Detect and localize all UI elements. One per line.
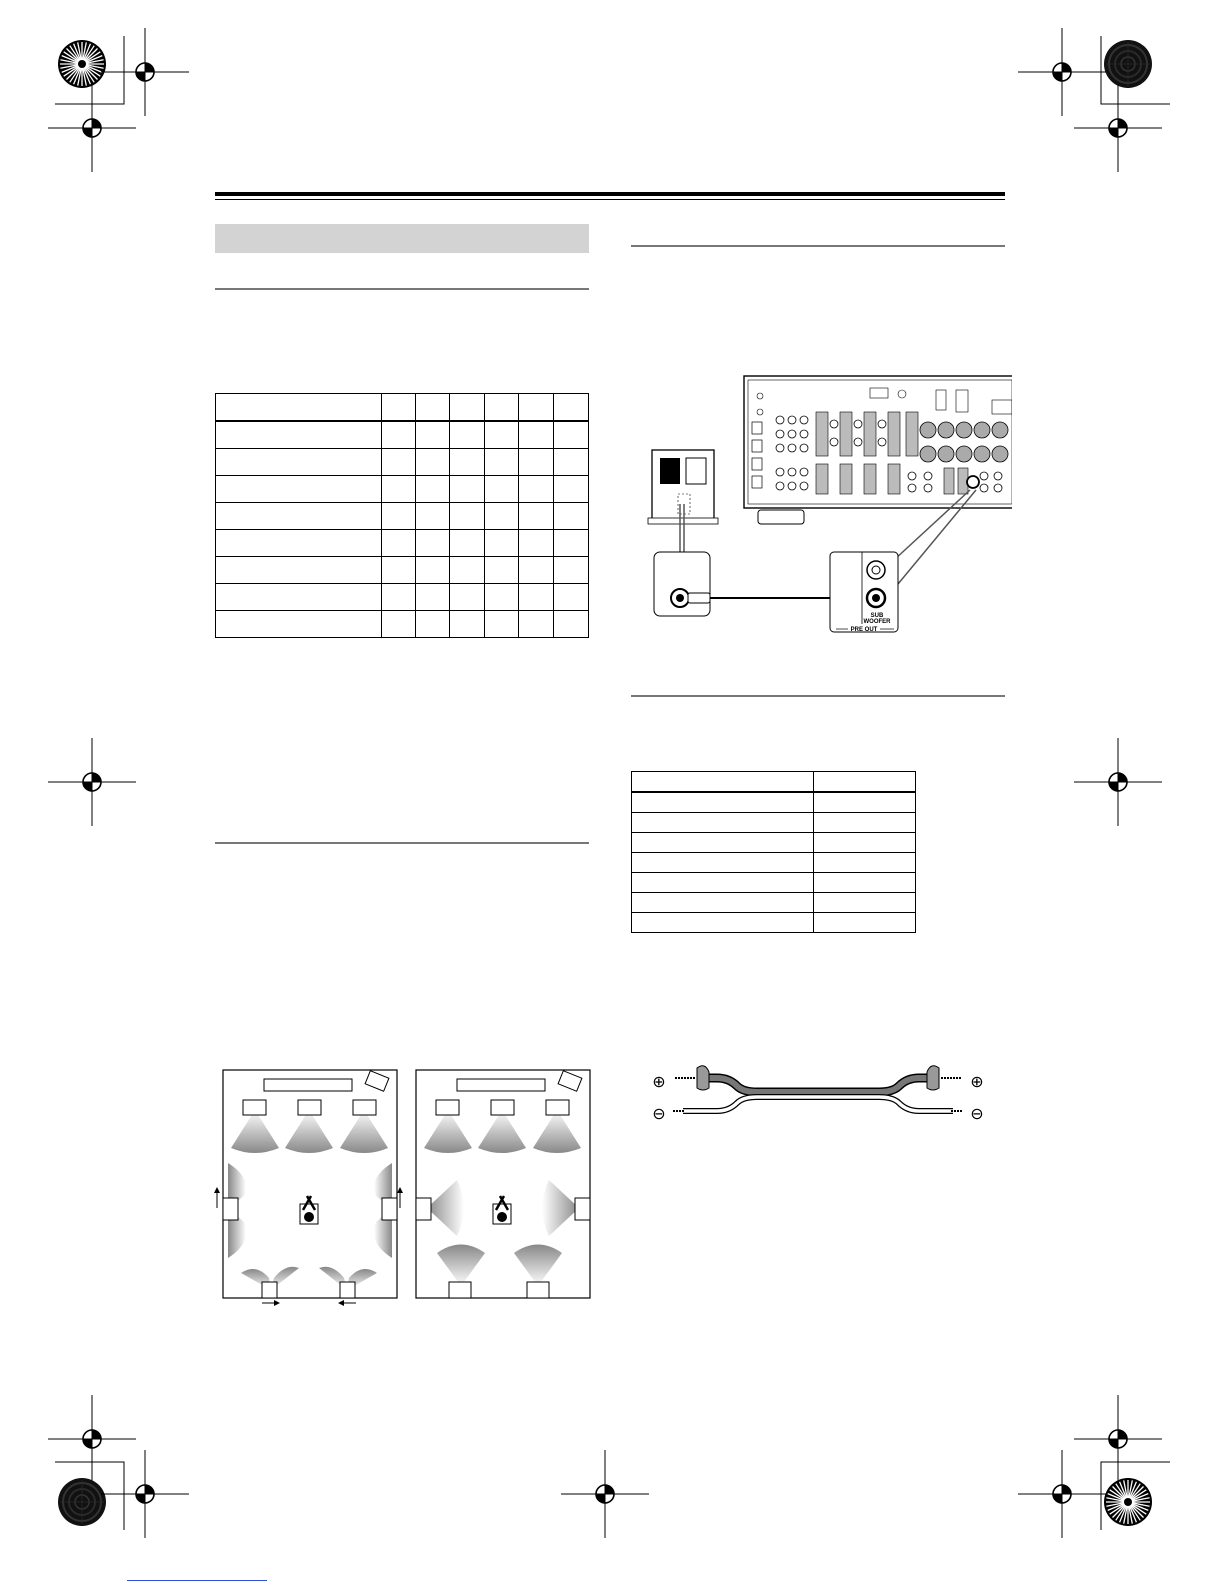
table-cell	[485, 421, 519, 449]
table-row	[216, 476, 589, 503]
pre-out-callout	[830, 552, 898, 633]
table-cell	[485, 584, 519, 611]
subsection-rule-placement	[215, 842, 589, 844]
table-cell	[416, 421, 450, 449]
section-title-band	[215, 224, 589, 253]
table-cell	[450, 584, 485, 611]
table-header-cell	[632, 772, 814, 793]
table-cell	[381, 476, 416, 503]
table-cell	[814, 813, 916, 833]
table-cell	[216, 584, 382, 611]
table-cell	[519, 503, 554, 530]
table-cell	[416, 557, 450, 584]
table-cell	[416, 611, 450, 638]
footer-link-underline[interactable]	[127, 1580, 267, 1581]
table-cell	[381, 611, 416, 638]
table-cell	[485, 530, 519, 557]
table-cell	[554, 530, 589, 557]
table-cell	[450, 503, 485, 530]
table-cell	[554, 503, 589, 530]
room-layout-2	[416, 1070, 590, 1298]
table-cell	[216, 611, 382, 638]
table-cell	[632, 913, 814, 933]
header-rule-thin	[215, 199, 1005, 200]
table-cell	[519, 449, 554, 476]
table-header-cell	[485, 394, 519, 422]
table-cell	[450, 421, 485, 449]
table-cell	[450, 557, 485, 584]
table-cell	[814, 873, 916, 893]
table-cell	[554, 611, 589, 638]
table-header-cell	[416, 394, 450, 422]
table-cell	[632, 873, 814, 893]
subsection-rule-subwoofer	[631, 245, 1005, 247]
table-cell	[632, 833, 814, 853]
table-row	[632, 792, 916, 813]
subwoofer-input-callout	[654, 552, 710, 616]
table-cell	[554, 476, 589, 503]
table-row	[216, 530, 589, 557]
table-cell	[519, 611, 554, 638]
table-cell	[450, 530, 485, 557]
table-row	[216, 449, 589, 476]
table-header-cell	[450, 394, 485, 422]
table-cell	[216, 476, 382, 503]
table-cell	[416, 503, 450, 530]
speaker-cable-diagram	[645, 1058, 991, 1128]
table-row	[632, 813, 916, 833]
table-cell	[450, 611, 485, 638]
table-row	[632, 772, 916, 793]
table-row	[632, 873, 916, 893]
table-row	[216, 584, 589, 611]
table-row	[216, 557, 589, 584]
table-cell	[450, 476, 485, 503]
minus-symbol-left: ⊖	[652, 1104, 666, 1123]
pre-out-label: PRE OUT	[850, 627, 878, 633]
table-cell	[519, 530, 554, 557]
table-header-cell	[216, 394, 382, 422]
table-cell	[381, 421, 416, 449]
room-layout-1	[214, 1070, 403, 1306]
table-row	[216, 611, 589, 638]
table-cell	[485, 611, 519, 638]
table-cell	[381, 584, 416, 611]
speaker-placement-diagrams	[214, 1068, 592, 1310]
table-header-row	[216, 394, 589, 422]
minus-symbol-right: ⊖	[970, 1104, 984, 1123]
subsection-rule-speaker-config	[215, 288, 589, 290]
table-cell	[381, 449, 416, 476]
table-cell	[632, 813, 814, 833]
table-cell	[216, 421, 382, 449]
table-cell	[814, 913, 916, 933]
subwoofer-jack-label-1: SUB	[870, 613, 884, 619]
table-cell	[216, 557, 382, 584]
table-cell	[814, 833, 916, 853]
table-cell	[519, 557, 554, 584]
table-cell	[554, 557, 589, 584]
speaker-configuration-table	[215, 393, 589, 638]
table-cell	[632, 893, 814, 913]
table-cell	[381, 530, 416, 557]
table-cell	[519, 584, 554, 611]
table-cell	[814, 893, 916, 913]
table-header-cell	[519, 394, 554, 422]
table-row	[632, 833, 916, 853]
subwoofer-unit	[648, 450, 718, 552]
table-cell	[519, 476, 554, 503]
table-header-cell	[814, 772, 916, 793]
table-cell	[554, 449, 589, 476]
table-cell	[485, 476, 519, 503]
table-cell	[216, 530, 382, 557]
table-cell	[814, 853, 916, 873]
table-cell	[632, 853, 814, 873]
table-cell	[519, 421, 554, 449]
speaker-wire-color-table	[631, 771, 916, 933]
table-cell	[450, 449, 485, 476]
table-cell	[416, 476, 450, 503]
table-cell	[216, 449, 382, 476]
table-cell	[485, 503, 519, 530]
table-cell	[381, 503, 416, 530]
subwoofer-jack-label-2: WOOFER	[863, 619, 891, 625]
table-cell	[814, 792, 916, 813]
table-header-cell	[554, 394, 589, 422]
table-row	[632, 893, 916, 913]
subsection-rule-speaker-wires	[631, 695, 1005, 697]
table-row	[216, 503, 589, 530]
table-cell	[554, 584, 589, 611]
table-cell	[416, 530, 450, 557]
table-header-cell	[381, 394, 416, 422]
table-row	[632, 853, 916, 873]
table-cell	[554, 421, 589, 449]
plus-symbol-right: ⊕	[970, 1072, 984, 1091]
table-cell	[416, 449, 450, 476]
table-cell	[485, 449, 519, 476]
table-row	[216, 421, 589, 449]
table-cell	[416, 584, 450, 611]
header-rule-thick	[215, 192, 1005, 196]
subwoofer-connection-diagram	[640, 372, 1012, 634]
plus-symbol-left: ⊕	[652, 1072, 666, 1091]
table-row	[632, 913, 916, 933]
table-cell	[485, 557, 519, 584]
receiver-rear-panel	[744, 376, 1012, 524]
table-cell	[632, 792, 814, 813]
table-cell	[216, 503, 382, 530]
table-cell	[381, 557, 416, 584]
